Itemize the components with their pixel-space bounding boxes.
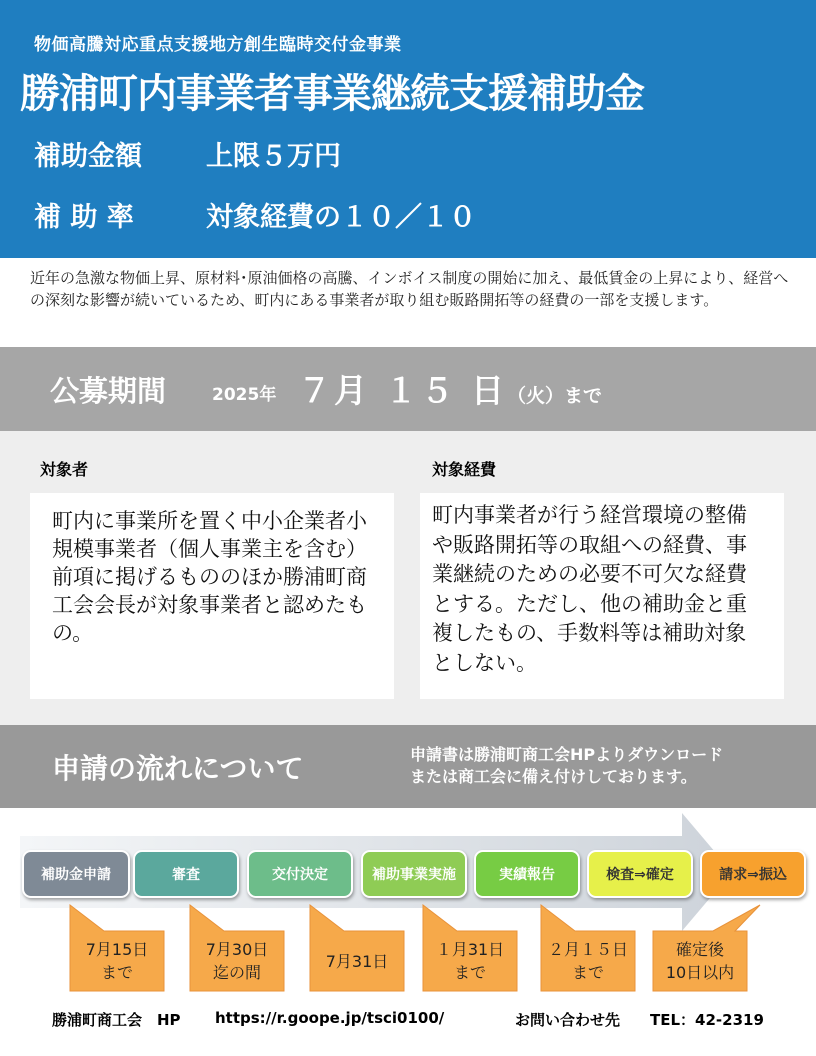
- callout-line2: まで: [453, 963, 486, 982]
- callout-3: [310, 950, 404, 973]
- period-weekday: （火）まで: [506, 385, 602, 407]
- application-period-bar: [0, 347, 816, 431]
- header-banner: [0, 0, 816, 258]
- amount-label: 補助金額: [34, 141, 142, 172]
- step-3: 交付決定: [247, 850, 353, 898]
- period-label: 公募期間: [50, 374, 167, 408]
- flow-note: [410, 744, 723, 788]
- flow-bar: [0, 725, 816, 808]
- amount-value: 上限５万円: [206, 141, 341, 172]
- footer-url-link[interactable]: https://r.goope.jp/tsci0100/: [215, 1009, 445, 1027]
- rate-value: 対象経費の１０／１０: [206, 202, 476, 233]
- rate-row: [34, 195, 476, 234]
- step-4: 補助事業実施: [361, 850, 467, 898]
- callout-line2: まで: [571, 963, 604, 982]
- flow-note-line2: または商工会に備え付けしております。: [410, 767, 697, 786]
- callout-2: [190, 938, 284, 984]
- targets-section: [0, 431, 816, 725]
- callout-4: [423, 938, 517, 984]
- callout-5: [541, 938, 635, 984]
- step-1: 補助金申請: [22, 850, 130, 898]
- header-subtitle: 物価高騰対応重点支援地方創生臨時交付金事業: [34, 35, 402, 55]
- callout-line2: まで: [100, 963, 133, 982]
- footer-org: 勝浦町商工会 HP: [52, 1011, 181, 1029]
- footer: [0, 1005, 816, 1035]
- page-title: 勝浦町内事業者事業継続支援補助金: [20, 71, 644, 117]
- intro-text: 近年の急激な物価上昇、原材料･原油価格の高騰、インボイス制度の開始に加え、最低賃金の上昇により、経営への深刻な影響が続いているため、町内にある事業者が取り組む販路開拓等の経費の一部を支援します。: [30, 269, 789, 309]
- flow-note-line1: 申請書は勝浦町商工会HPよりダウンロード: [410, 745, 724, 764]
- callout-1: [70, 938, 164, 984]
- callout-line2: 迄の間: [212, 963, 261, 982]
- callout-line2: 10日以内: [665, 963, 735, 982]
- flow-title: 申請の流れについて: [52, 752, 304, 785]
- callout-6: [653, 938, 747, 984]
- expense-box: 町内事業者が行う経営環境の整備や販路開拓等の取組への経費、事業継続のための必要不可欠な経費とする。ただし、他の補助金と重複したもの、手数料等は補助対象としない。: [420, 493, 784, 699]
- step-7: 請求⇒振込: [700, 850, 806, 898]
- callout-line1: ２月１５日: [547, 940, 628, 959]
- period-date-text: ７月 １５ 日: [298, 371, 507, 410]
- footer-tel: TEL：42-2319: [650, 1011, 764, 1029]
- rate-label: 補 助 率: [34, 202, 134, 233]
- callout-line1: １月31日: [435, 940, 505, 959]
- period-year: 2025年: [212, 385, 277, 405]
- callout-line1: 7月15日: [85, 940, 149, 959]
- callout-line1: 7月31日: [325, 951, 389, 971]
- step-6: 検査⇒確定: [587, 850, 693, 898]
- eligible-label: 対象者: [40, 460, 89, 479]
- amount-row: [34, 134, 341, 173]
- process-flow: [0, 808, 816, 1008]
- callout-line1: 確定後: [675, 940, 724, 959]
- callout-shape-3: [310, 905, 404, 991]
- step-2: 審査: [133, 850, 239, 898]
- eligible-box: 町内に事業所を置く中小企業者小規模事業者（個人事業主を含む）前項に掲げるもののほか勝浦町商工会会長が対象事業者と認めたもの。: [30, 493, 394, 699]
- callout-line1: 7月30日: [205, 940, 269, 959]
- footer-contact-label: お問い合わせ先: [515, 1011, 621, 1029]
- period-date: [298, 365, 602, 412]
- step-5: 実績報告: [474, 850, 580, 898]
- expense-label: 対象経費: [432, 460, 497, 479]
